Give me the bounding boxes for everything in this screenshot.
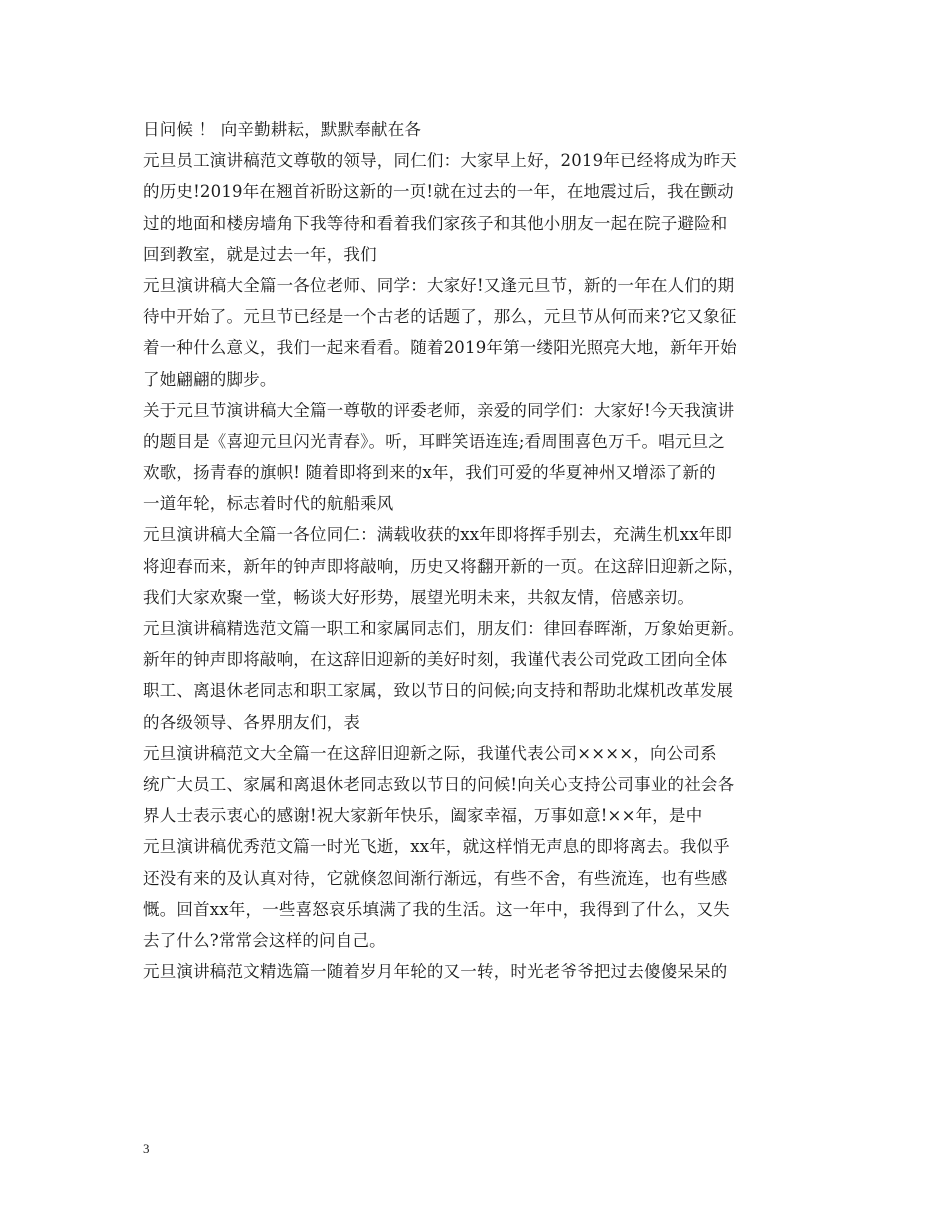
text-line: 日问候 ！ 向辛勤耕耘，默默奉献在各	[143, 120, 422, 139]
text-line: 元旦演讲稿精选范文篇一职工和家属同志们，朋友们：律回春晖渐，万象始更新。	[143, 619, 745, 638]
text-line: 的题目是《喜迎元旦闪光青春》。听，耳畔笑语连连;看周围喜色万千。唱元旦之	[143, 431, 726, 451]
text-line: 过的地面和楼房墙角下我等待和看着我们家孩子和其他小朋友一起在院子避险和	[143, 213, 728, 233]
text-line: 的历史!2019年在翘首祈盼这新的一页!就在过去的一年，在地震过后，我在颤动	[143, 182, 734, 202]
text-line: 我们大家欢聚一堂，畅谈大好形势，展望光明未来，共叙友情，倍感亲切。	[143, 587, 695, 607]
text-line: 元旦演讲稿大全篇一各位同仁：满载收获的xx年即将挥手别去，充满生机xx年即	[143, 525, 733, 545]
text-line: 元旦演讲稿大全篇一各位老师、同学：大家好!又逢元旦节，新的一年在人们的期	[143, 275, 735, 295]
text-line: 元旦演讲稿范文精选篇一随着岁月年轮的又一转，时光老爷爷把过去傻傻呆呆的	[143, 962, 728, 982]
text-line: 将迎春而来，新年的钟声即将敲响，历史又将翻开新的一页。在这辞旧迎新之际，	[143, 556, 745, 576]
text-line: 关于元旦节演讲稿大全篇一尊敬的评委老师，亲爱的同学们：大家好!今天我演讲	[143, 400, 735, 420]
text-line: 欢歌，扬青春的旗帜! 随着即将到来的x年，我们可爱的华夏神州又增添了新的	[143, 463, 716, 483]
text-line: 一道年轮，标志着时代的航船乘风	[143, 494, 394, 514]
text-line: 新年的钟声即将敲响，在这辞旧迎新的美好时刻，我谨代表公司党政工团向全体	[143, 650, 728, 670]
document-body	[143, 114, 823, 987]
text-line: 统广大员工、家属和离退休老同志致以节日的问候!向关心支持公司事业的社会各	[143, 774, 735, 794]
page-number: 3	[143, 1141, 150, 1156]
text-line: 还没有来的及认真对待，它就倏忽间渐行渐远，有些不舍，有些流连，也有些感	[143, 868, 728, 888]
text-line: 回到教室，就是过去一年，我们	[143, 244, 377, 264]
text-line: 元旦演讲稿优秀范文篇一时光飞逝，xx年，就这样悄无声息的即将离去。我似乎	[143, 837, 730, 857]
text-line: 了她翩翩的脚步。	[143, 369, 277, 389]
text-line: 待中开始了。元旦节已经是一个古老的话题了，那么，元旦节从何而来?它又象征	[143, 307, 737, 327]
text-line: 元旦演讲稿范文大全篇一在这辞旧迎新之际，我谨代表公司××××，向公司系	[143, 743, 717, 763]
text-line: 元旦员工演讲稿范文尊敬的领导，同仁们：大家早上好，2019年已经将成为昨天	[143, 151, 737, 171]
text-line: 慨。回首xx年，一些喜怒哀乐填满了我的生活。这一年中，我得到了什么，又失	[143, 899, 730, 919]
text-line: 去了什么?常常会这样的问自己。	[143, 930, 386, 950]
text-line: 界人士表示衷心的感谢!祝大家新年快乐，阖家幸福，万事如意!××年，是中	[143, 806, 703, 826]
text-line: 的各级领导、各界朋友们，表	[143, 712, 361, 732]
text-line: 着一种什么意义，我们一起来看看。随着2019年第一缕阳光照亮大地，新年开始	[143, 338, 737, 358]
text-line: 职工、离退休老同志和职工家属，致以节日的问候;向支持和帮助北煤机改革发展	[143, 681, 734, 701]
